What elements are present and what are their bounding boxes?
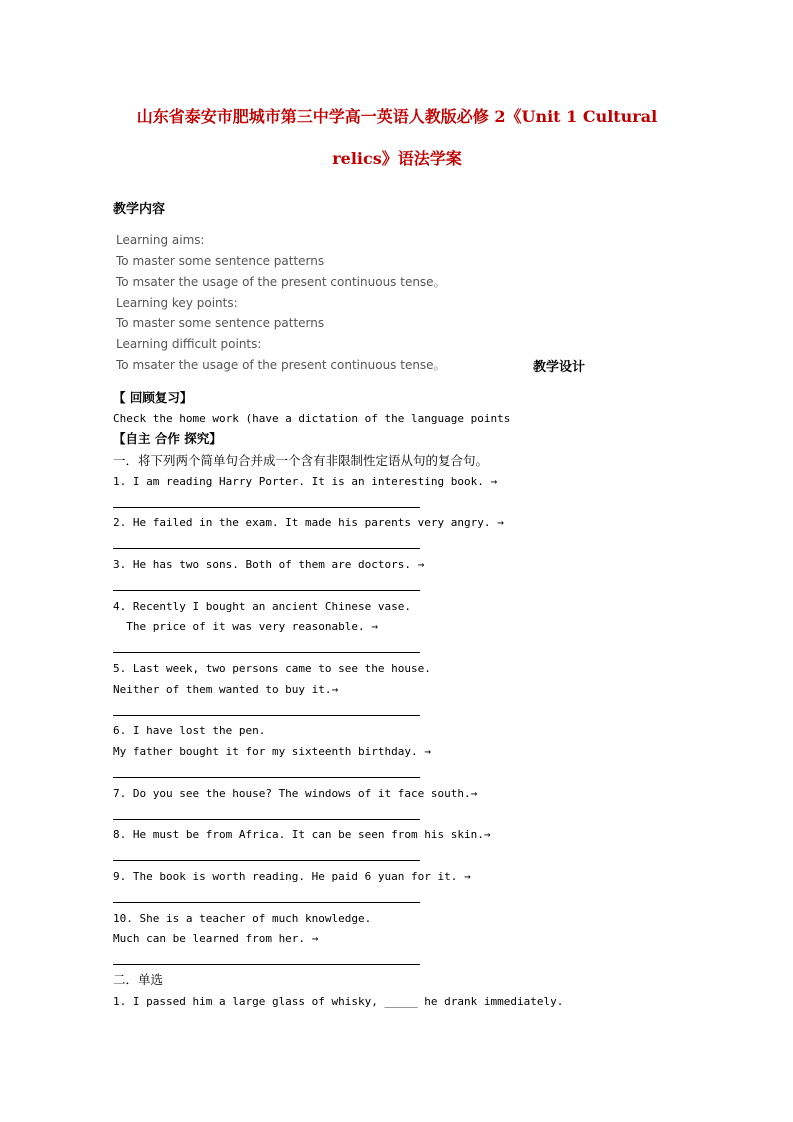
exercise-item-3: 3. He has two sons. Both of them are doctors. → (113, 558, 425, 571)
exercise-item-4: 4. Recently I bought an ancient Chinese vase. (113, 600, 412, 613)
answer-line (113, 902, 420, 903)
exercise-item-5: 5. Last week, two persons came to see the house. (113, 662, 431, 675)
exercise-item-9: 9. The book is worth reading. He paid 6 yuan for it. → (113, 870, 471, 883)
aims-line: Learning aims: (116, 233, 205, 247)
aims-line: To msater the usage of the present continuous tense。 (116, 275, 446, 289)
explore-heading: 【自主 合作 探究】 (113, 431, 222, 446)
exercise-item-7: 7. Do you see the house? The windows of it face south.→ (113, 787, 478, 800)
answer-line (113, 860, 420, 861)
aims-line: To msater the usage of the present continuous tense。 (116, 358, 446, 372)
answer-line (113, 819, 420, 820)
exercise-item-10: 10. She is a teacher of much knowledge. (113, 912, 372, 925)
exercise-item-8: 8. He must be from Africa. It can be seen from his skin.→ (113, 828, 491, 841)
document-title-line-2: relics》语法学案 (332, 149, 462, 168)
aims-line: To master some sentence patterns (116, 254, 325, 268)
document-title-line-1: 山东省泰安市肥城市第三中学高一英语人教版必修 2《Unit 1 Cultural (136, 107, 658, 126)
exercise-item-6: 6. I have lost the pen. (113, 724, 266, 737)
aims-line: To master some sentence patterns (116, 316, 325, 330)
exercise-item-4-line-2: The price of it was very reasonable. → (113, 620, 378, 633)
review-text: Check the home work (have a dictation of the language points (113, 412, 511, 425)
answer-line (113, 715, 420, 716)
part1-instruction: 一．将下列两个简单句合并成一个含有非限制性定语从句的复合句。 (113, 453, 489, 468)
exercise-item-10-line-2: Much can be learned from her. → (113, 932, 319, 945)
review-heading: 【 回顾复习】 (113, 390, 193, 405)
exercise-item-6-line-2: My father bought it for my sixteenth birthday. → (113, 745, 431, 758)
aims-line: Learning key points: (116, 296, 238, 310)
exercise-item-5-line-2: Neither of them wanted to buy it.→ (113, 683, 339, 696)
answer-line (113, 590, 420, 591)
choice-item-1: 1. I passed him a large glass of whisky, _____ he drank immediately. (113, 995, 564, 1008)
answer-line (113, 507, 420, 508)
teaching-design-heading: 教学设计 (533, 360, 586, 375)
answer-line (113, 548, 420, 549)
answer-line (113, 777, 420, 778)
aims-line: Learning difficult points: (116, 337, 262, 351)
exercise-item-2: 2. He failed in the exam. It made his parents very angry. → (113, 516, 504, 529)
part2-heading: 二．单选 (113, 972, 164, 987)
exercise-item-1: 1. I am reading Harry Porter. It is an interesting book. → (113, 475, 498, 488)
answer-line (113, 964, 420, 965)
answer-line (113, 652, 420, 653)
teaching-content-heading: 教学内容 (113, 202, 166, 217)
